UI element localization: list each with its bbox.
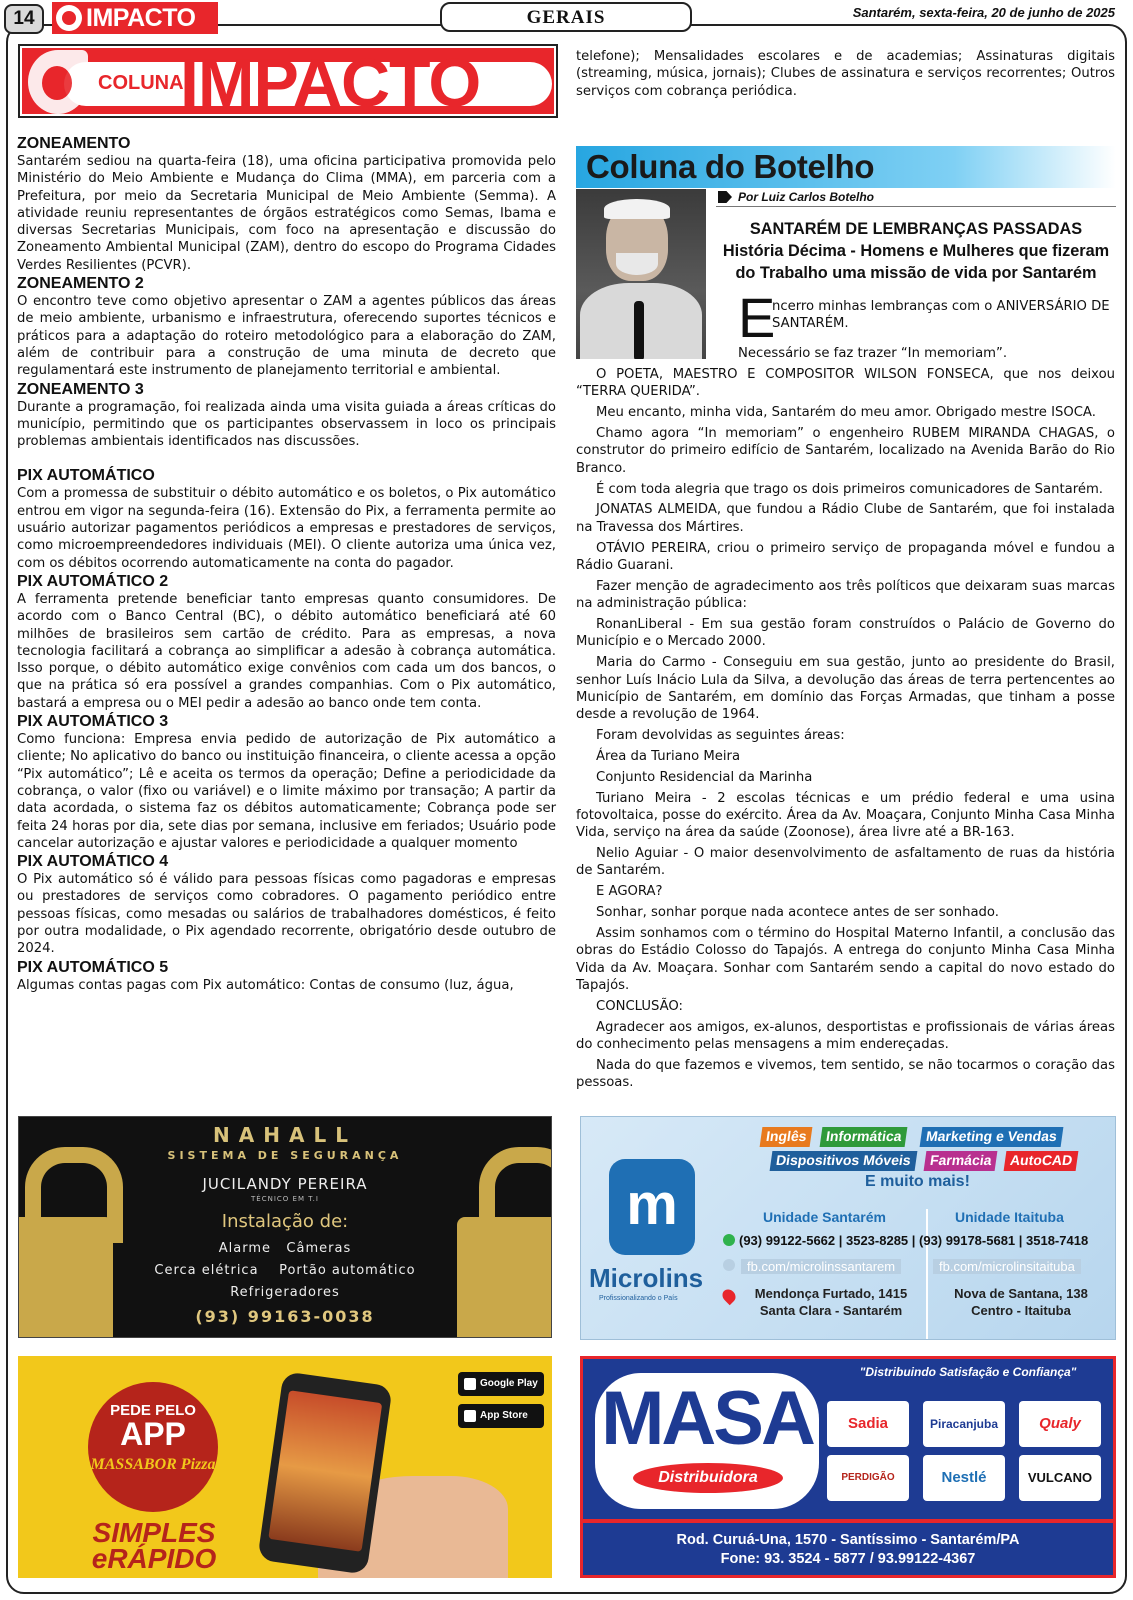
ad-installation-label: Instalação de: (221, 1211, 349, 1232)
article-heading: PIX AUTOMÁTICO 2 (17, 572, 169, 590)
course-tag: Informática (820, 1127, 908, 1147)
ad-pede-label: PEDE PELO (110, 1402, 196, 1419)
dateline: Santarém, sexta-feira, 20 de junho de 2025 (852, 5, 1115, 20)
article-paragraph: E AGORA? (596, 884, 663, 900)
article-paragraph: Nelio Aguiar - O maior desenvolvimento de asfaltamento de ruas da história de Santarém. (576, 846, 1115, 879)
microphone-icon (634, 301, 644, 359)
article-paragraph: A ferramenta pretende beneficiar tanto empresas quanto consumidores. De acordo com o Banco Central (BC), o débito automático beneficiará até 60 milhões de brasileiros sem cartão de crédito. Para as empresas, a nova tecnologia facilitará a cobrança ao simplificar a adesão à cobrança automática. Isso porque, o débito automático exige convênios com cada um dos bancos, o que na prática só era possível a grandes companhias. Com o Pix automático, bastará a empresa ou o MEI pedir a adesão ao banco onde tem conta. (17, 591, 556, 711)
article-paragraph: Conjunto Residencial da Marinha (596, 769, 813, 785)
ad-phones (723, 1233, 1113, 1248)
address-line: Nova de Santana, 138 (954, 1286, 1088, 1301)
ad-address-block (583, 1531, 1113, 1569)
course-tag: Marketing e Vendas (920, 1127, 1064, 1147)
ad-slogan (64, 1517, 244, 1574)
author-photo (576, 189, 706, 359)
drop-cap: E (738, 286, 776, 349)
article-heading: ZONEAMENTO 3 (17, 380, 144, 398)
article-paragraph: É com toda alegria que trago os dois primeiros comunicadores de Santarém. (596, 481, 1103, 497)
section-title: GERAIS (440, 2, 692, 32)
article-heading: PIX AUTOMÁTICO 4 (17, 853, 169, 871)
article-paragraph: Com a promessa de substituir o débito automático e os boletos, o Pix automático entrou em vigor na segunda-feira (16). Extensão do Pix, a ferramenta permite ao usuário autorizar pagamentos periódicos a empresas e prestadores de serviços, como microempreendedores individuais (MEI). O cliente autoriza uma única vez, com os débitos ocorrendo automaticamente na conta do pagador. (17, 486, 556, 571)
article-paragraph: telefone); Mensalidades escolares e de academias; Assinaturas digitais (streaming, música, jornais); Clubes de assinatura e serviços recorrentes; Outros serviços com cobrança periódica. (576, 49, 1115, 99)
article-paragraph: Nada do que fazemos e vivemos, tem sentido, se não tocarmos o coração das pessoas. (576, 1057, 1115, 1091)
article-heading: PIX AUTOMÁTICO 5 (17, 958, 169, 976)
arrow-icon (718, 191, 732, 203)
ad-quote: "Distribuindo Satisfação e Confiança" (859, 1365, 1077, 1379)
intro-text: ncerro minhas lembranças com o ANIVERSÁRIO DE SANTARÉM. (772, 299, 1110, 331)
partner-brand-logo: Sadia (827, 1401, 909, 1447)
address-line: Centro - Itaituba (971, 1303, 1071, 1318)
ad-app-label: APP (120, 1416, 186, 1452)
article-paragraph: Agradecer aos amigos, ex-alunos, desportistas e profissionais de várias áreas do conhecimento pelas mensagens a mim endereçadas. (576, 1019, 1115, 1053)
pix5-continuation (576, 48, 1115, 100)
article-paragraph: Fazer menção de agradecimento aos três políticos que deixaram suas marcas na administração pública: (576, 578, 1115, 612)
article-paragraph: JONATAS ALMEIDA, que fundou a Rádio Clube de Santarém, que foi instalada na Travessa dos Mártires. (576, 502, 1115, 535)
article-paragraph: O encontro teve como objetivo apresentar o ZAM a agentes públicos das áreas de meio ambiente, urbanismo e infraestrutura, oferecendo suportes técnicos e práticos para a adaptação do roteiro metodológico para a elaboração do ZAM, além de contribuir para a construção de uma minuta de decreto que regulamentará este instrumento de planejamento territorial e ambiental. (17, 294, 556, 379)
address-line: Santa Clara - Santarém (759, 1303, 903, 1318)
article-paragraph: OTÁVIO PEREIRA, criou o primeiro serviço de propaganda móvel e fundou a Rádio Guarani. (576, 540, 1115, 573)
service-item: Câmeras (286, 1241, 352, 1256)
article-paragraph: Assim sonhamos com o término do Hospital Materno Infantil, a conclusão das obras do Estádio Colosso do Tapajós. A entrega do conjunto Minha Casa Minha Vida da Av. Moaçara. Sonhar com Santarém sendo a capital do novo estado do Tapajós. (576, 926, 1115, 993)
ad-phone: (93) 99163-0038 (195, 1307, 375, 1326)
service-item: Portão automático (279, 1263, 416, 1278)
article-paragraph: CONCLUSÃO: (596, 998, 683, 1014)
partner-brand-logo: VULCANO (1019, 1455, 1101, 1501)
slogan-line: eRÁPIDO (91, 1543, 217, 1574)
byline (716, 189, 1116, 207)
banner-coluna-label: COLUNA (98, 72, 184, 94)
course-tag: Inglês (760, 1127, 813, 1147)
course-tag: Farmácia (924, 1151, 998, 1171)
ad-masa-distribuidora[interactable] (580, 1356, 1116, 1578)
botelho-column-title: Coluna do Botelho (586, 148, 875, 185)
newspaper-logo (52, 2, 218, 34)
headline-main: SANTARÉM DE LEMBRANÇAS PASSADAS (749, 220, 1083, 238)
newspaper-name: IMPACTO (86, 4, 196, 32)
article-paragraph: Maria do Carmo - Conseguiu em sua gestão, junto ao presidente do Brasil, senhor Luís Inácio Lula da Silva, a devolução das áreas de terra pertencentes ao Município de Santarém, em domínio das Forças Armadas, que tinham a posse desde a revolução de 1964. (576, 655, 1115, 723)
article-paragraph: Como funciona: Empresa envia pedido de autorização de Pix automático a cliente; No aplicativo do banco ou instituição financeira, o cliente acessa a opção “Pix automático”; Lê e aceita os termos da operação; Define a periodicidade da cobrança, o valor (fixo ou variável) e o limite máximo por transação; A partir da data acordada, o sistema faz os débitos automaticamente; Cobrança pode ser feita 24 horas por dia, sete dias por semana, inclusive em feriados; Usuário pode cancelar autorização e ajustar valores e periodicidade a qualquer momento (17, 732, 556, 851)
ad-subtitle: SISTEMA DE SEGURANÇA (167, 1149, 403, 1162)
article-paragraph: Santarém sediou na quarta-feira (18), uma oficina participativa promovida pelo Ministério do Meio Ambiente e Mudança do Clima (MMA), em parceria com a Prefeitura, por meio da Secretaria Municipal de Meio Ambiente (Semma). A atividade reuniu representantes de órgãos estratégicos como Semas, Ibama e diversas Secretarias Municipais, com foco na apresentação e discussão do Zoneamento Ambiental Municipal (ZAM), dentro do escopo do Programa Cidades Verdes Resilientes (PCVR). (17, 154, 556, 273)
article-paragraph: Sonhar, sonhar porque nada acontece antes de ser sonhado. (596, 905, 999, 921)
ad-sub-brand: Distribuidora (633, 1463, 783, 1493)
partner-brand-logo: Nestlé (923, 1455, 1005, 1501)
service-item: Alarme (218, 1241, 272, 1256)
ad-brand: Microlins (589, 1263, 704, 1293)
partner-brand-logo: Piracanjuba (923, 1401, 1005, 1447)
article-paragraph: Chamo agora “In memoriam” o engenheiro RUBEM MIRANDA CHAGAS, o construtor do primeiro edifício de Santarém, localizado na Avenida Barão do Rio Branco. (576, 426, 1115, 476)
botelho-column-header (576, 146, 1116, 188)
banner-impacto-title: IMPACTO (180, 45, 481, 121)
microlins-logo-icon: m (609, 1159, 695, 1255)
ad-address: Rod. Curuá-Una, 1570 - Santíssimo - Santarém/PA (676, 1532, 1020, 1548)
article-paragraph: Área da Turiano Meira (596, 748, 741, 764)
service-item: Refrigeradores (230, 1285, 340, 1300)
botelho-body (576, 366, 1115, 1095)
article-heading: ZONEAMENTO (17, 135, 131, 152)
address-itaituba (931, 1285, 1111, 1319)
botelho-headline (716, 218, 1116, 284)
article-paragraph: Durante a programação, foi realizada ainda uma visita guiada a áreas críticas do município, permitindo que os participantes observassem in loco os principais problemas ambientais identificados nas discussões. (17, 399, 556, 450)
ad-more-text: E muito mais! (865, 1173, 970, 1190)
service-item: Cerca elétrica (154, 1263, 259, 1278)
ad-phone: Fone: 93. 3524 - 5877 / 93.99122-4367 (720, 1551, 976, 1567)
app-store-badge[interactable]: App Store (458, 1404, 544, 1428)
article-paragraph: RonanLiberal - Em sua gestão foram construídos o Palácio de Governo do Município e o Mercado 2000. (576, 617, 1115, 650)
article-paragraph: Turiano Meira - 2 escolas técnicas e um prédio federal e uma usina fotovoltaica, posse do exército. Área da Av. Moaçara, Conjunto Minha Casa Minha Vida, serviço na área da saúde (Zoonose), área livre até a BR-163. (576, 790, 1115, 841)
unit-label: Unidade Santarém (763, 1209, 886, 1225)
partner-brand-logo: PERDIGÃO (827, 1455, 909, 1501)
byline-text: Por Luiz Carlos Botelho (738, 190, 875, 204)
ad-microlins[interactable] (580, 1116, 1116, 1340)
headline-sub: História Décima - Homens e Mulheres que fizeram do Trabalho uma missão de vida por Santarém (722, 242, 1110, 282)
ad-brand: NAHALL (213, 1123, 357, 1147)
ad-divider (583, 1519, 1113, 1523)
coluna-impacto-banner (18, 44, 558, 121)
ad-brand: MASA (601, 1376, 813, 1461)
location-pin-icon (720, 1287, 738, 1305)
address-santarem (741, 1285, 921, 1319)
ad-nahall-security[interactable] (18, 1116, 552, 1338)
article-paragraph: Foram devolvidas as seguintes áreas: (596, 727, 845, 743)
ad-contact-name: JUCILANDY PEREIRA (202, 1175, 368, 1193)
ad-services-row (19, 1263, 551, 1278)
article-heading: ZONEAMENTO 2 (17, 275, 144, 293)
phone-numbers: (93) 99122-5662 | 3523-8285 | (93) 99178-5681 | 3518-7418 (739, 1233, 1089, 1248)
ad-services-row (19, 1241, 551, 1256)
facebook-link[interactable]: fb.com/microlinssantarem (741, 1259, 901, 1274)
partner-brand-logo: Qualy (1019, 1401, 1101, 1447)
google-play-badge[interactable]: Google Play (458, 1372, 544, 1396)
article-paragraph: O POETA, MAESTRO E COMPOSITOR WILSON FONSECA, que nos deixou “TERRA QUERIDA”. (576, 367, 1115, 400)
facebook-icon (723, 1259, 735, 1271)
facebook-link[interactable]: fb.com/microlinsitaituba (933, 1259, 1081, 1274)
course-tag: Dispositivos Móveis (770, 1151, 917, 1171)
ad-brand: MASSABOR Pizza (90, 1456, 216, 1473)
page-number: 14 (4, 4, 44, 34)
ad-contact-role: TÉCNICO EM T.I (251, 1195, 319, 1203)
address-line: Mendonça Furtado, 1415 (754, 1286, 908, 1301)
ad-massabor[interactable] (18, 1356, 552, 1578)
facebook-links (723, 1259, 1113, 1277)
slogan-line: SIMPLES (92, 1517, 216, 1548)
bird-logo-icon (28, 50, 88, 114)
intro-text-2: Necessário se faz trazer “In memoriam”. (738, 346, 1008, 361)
article-heading: PIX AUTOMÁTICO (17, 467, 155, 485)
article-heading: PIX AUTOMÁTICO 3 (17, 713, 169, 731)
ad-slogan: Profissionalizando o País (599, 1295, 678, 1302)
impacto-bird-icon (56, 5, 82, 31)
article-paragraph: Meu encanto, minha vida, Santarém do meu amor. Obrigado mestre ISOCA. (596, 405, 1096, 421)
whatsapp-icon (723, 1234, 735, 1246)
unit-label: Unidade Itaituba (955, 1209, 1064, 1225)
article-paragraph: Algumas contas pagas com Pix automático: Contas de consumo (luz, água, (17, 977, 514, 993)
impacto-column-text (17, 134, 556, 994)
article-paragraph: O Pix automático só é válido para pessoas físicas como pagadoras e empresas ou prestadores de serviços como cobradores. O pagamento periódico entre pessoas físicas, como mesadas ou salários de trabalhadores domésticos, é feito por outra modalidade, o Pix agendado recorrente, obrigatório desde outubro de 2024. (17, 872, 556, 957)
course-tag: AutoCAD (1004, 1151, 1079, 1171)
